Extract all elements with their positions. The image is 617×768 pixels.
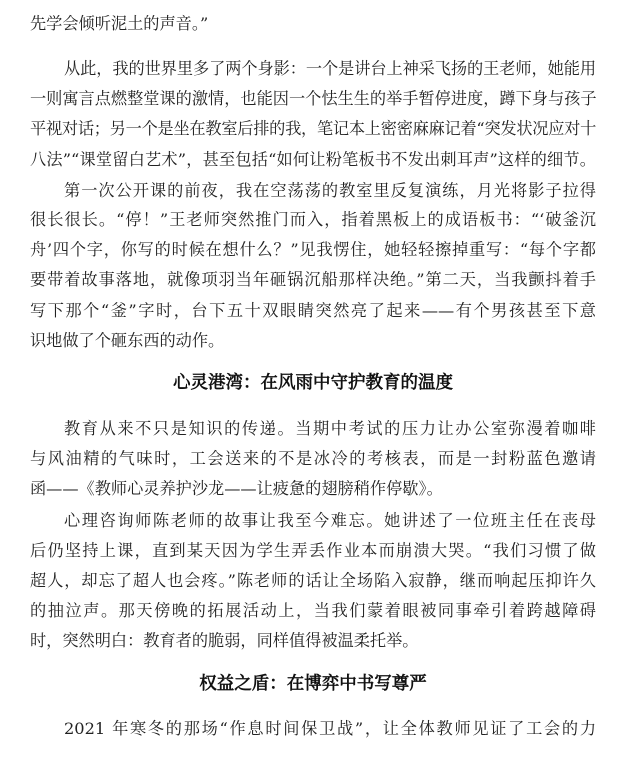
paragraph-line: 舟’四个字，你写的时候在想什么？”见我愣住，她轻轻擦掉重写：“每个字都 bbox=[30, 240, 596, 259]
paragraph-line: 平视对话；另一个是坐在教室后排的我，笔记本上密密麻麻记着“突发状况应对十 bbox=[30, 119, 596, 138]
paragraph-line: 函——《教师心灵养护沙龙——让疲惫的翅膀稍作停歇》。 bbox=[30, 479, 443, 498]
paragraph-line: 写下那个“釜”字时，台下五十双眼睛突然亮了起来——有个男孩甚至下意 bbox=[30, 301, 596, 320]
paragraph-line: 一则寓言点燃整堂课的激情，也能因一个怯生生的举手暂停进度，蹲下身与孩子 bbox=[30, 89, 597, 108]
paragraph-line: 2021 年寒冬的那场“作息时间保卫战”，让全体教师见证了工会的力 bbox=[64, 719, 596, 738]
paragraph-line: 后仍坚持上课，直到某天因为学生弄丢作业本而崩溃大哭。“我们习惯了做 bbox=[30, 541, 596, 560]
paragraph-line: 八法”“课堂留白艺术”，甚至包括“如何让粉笔板书不发出刺耳声”这样的细节。 bbox=[30, 150, 596, 169]
paragraph-line: 超人，却忘了超人也会疼。”陈老师的话让全场陷入寂静，继而响起压抑许久 bbox=[30, 571, 596, 590]
section-heading: 心灵港湾：在风雨中守护教育的温度 bbox=[173, 373, 453, 393]
paragraph-line: 时，突然明白：教育者的脆弱，同样值得被温柔托举。 bbox=[30, 631, 419, 650]
paragraph-line: 与风油精的气味时，工会送来的不是冰冷的考核表，而是一封粉蓝色邀请 bbox=[30, 449, 596, 468]
paragraph-line: 先学会倾听泥土的声音。” bbox=[30, 14, 209, 33]
paragraph-line: 教育从来不只是知识的传递。当期中考试的压力让办公室弥漫着咖啡 bbox=[64, 419, 596, 438]
paragraph-line: 心理咨询师陈老师的故事让我至今难忘。她讲述了一位班主任在丧母 bbox=[64, 511, 596, 530]
section-heading: 权益之盾：在博弈中书写尊严 bbox=[199, 674, 427, 694]
paragraph-line: 的抽泣声。那天傍晚的拓展活动上，当我们蒙着眼被同事牵引着跨越障碍 bbox=[30, 601, 596, 620]
paragraph-line: 很长很长。“停！”王老师突然推门而入，指着黑板上的成语板书：“‘破釜沉 bbox=[30, 210, 596, 229]
paragraph-line: 要带着故事落地，就像项羽当年砸锅沉船那样决绝。”第二天，当我颤抖着手 bbox=[30, 270, 596, 289]
paragraph-line: 从此，我的世界里多了两个身影：一个是讲台上神采飞扬的王老师，她能用 bbox=[64, 59, 596, 78]
paragraph-line: 第一次公开课的前夜，我在空荡荡的教室里反复演练，月光将影子拉得 bbox=[64, 181, 596, 200]
paragraph-line: 识地做了个砸东西的动作。 bbox=[30, 331, 225, 350]
